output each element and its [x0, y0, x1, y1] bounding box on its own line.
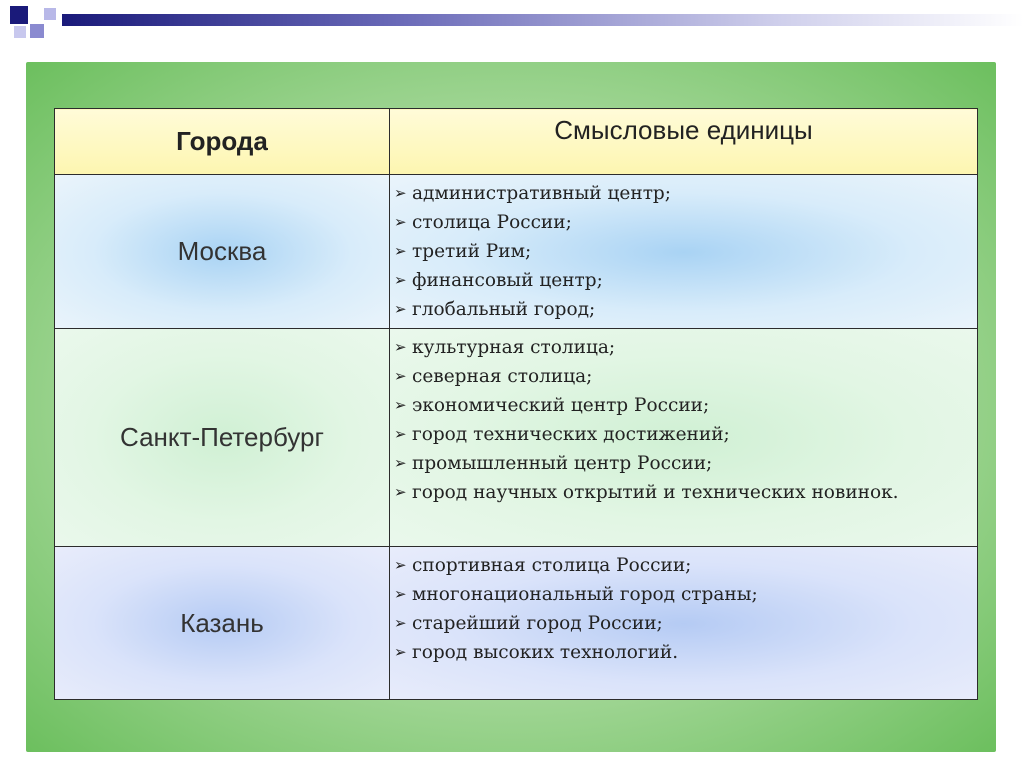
table-header-row	[55, 109, 978, 175]
list-item-text: старейший город России;	[412, 613, 663, 634]
list-item	[394, 580, 971, 609]
list-item-text: промышленный центр России;	[412, 453, 713, 474]
list-item	[394, 333, 971, 362]
list-item	[394, 638, 971, 667]
units-list	[394, 551, 971, 667]
list-item	[394, 362, 971, 391]
list-item-text: многонациональный город страны;	[412, 584, 758, 605]
arrow-bullet-icon: ➢	[394, 643, 407, 661]
list-item	[394, 420, 971, 449]
list-item	[394, 208, 971, 237]
list-item-text: культурная столица;	[412, 337, 616, 358]
header-semantic-units: Смысловые единицы	[390, 109, 978, 175]
list-item-text: город технических достижений;	[412, 424, 730, 445]
list-item-text: экономический центр России;	[412, 395, 710, 416]
arrow-bullet-icon: ➢	[394, 338, 407, 356]
list-item-text: финансовый центр;	[412, 270, 603, 291]
decor-square	[30, 24, 44, 38]
list-item-text: административный центр;	[412, 183, 671, 204]
list-item	[394, 237, 971, 266]
city-cell: Казань	[55, 547, 390, 700]
decor-square	[10, 6, 28, 24]
arrow-bullet-icon: ➢	[394, 396, 407, 414]
units-cell	[390, 329, 978, 547]
arrow-bullet-icon: ➢	[394, 425, 407, 443]
units-cell	[390, 175, 978, 329]
arrow-bullet-icon: ➢	[394, 614, 407, 632]
arrow-bullet-icon: ➢	[394, 184, 407, 202]
list-item	[394, 391, 971, 420]
arrow-bullet-icon: ➢	[394, 213, 407, 231]
slide-decoration	[0, 0, 1024, 52]
arrow-bullet-icon: ➢	[394, 242, 407, 260]
cities-table	[54, 108, 978, 700]
arrow-bullet-icon: ➢	[394, 556, 407, 574]
units-list	[394, 333, 971, 507]
list-item	[394, 179, 971, 208]
city-cell: Санкт-Петербург	[55, 329, 390, 547]
arrow-bullet-icon: ➢	[394, 271, 407, 289]
list-item-text: город высоких технологий.	[412, 642, 679, 663]
arrow-bullet-icon: ➢	[394, 300, 407, 318]
header-cities: Города	[55, 109, 390, 175]
list-item-text: северная столица;	[412, 366, 593, 387]
decor-square	[44, 8, 56, 20]
arrow-bullet-icon: ➢	[394, 454, 407, 472]
list-item-text: третий Рим;	[412, 241, 532, 262]
list-item	[394, 609, 971, 638]
arrow-bullet-icon: ➢	[394, 585, 407, 603]
units-cell	[390, 547, 978, 700]
arrow-bullet-icon: ➢	[394, 483, 407, 501]
list-item	[394, 295, 971, 324]
table-row	[55, 547, 978, 700]
list-item-text: спортивная столица России;	[412, 555, 692, 576]
decor-stripe	[62, 14, 1024, 26]
city-cell: Москва	[55, 175, 390, 329]
list-item-text: город научных открытий и технических новинок.	[412, 482, 899, 503]
list-item	[394, 449, 971, 478]
list-item-text: глобальный город;	[412, 299, 596, 320]
arrow-bullet-icon: ➢	[394, 367, 407, 385]
list-item	[394, 266, 971, 295]
table-row	[55, 329, 978, 547]
list-item	[394, 478, 971, 507]
units-list	[394, 179, 971, 324]
list-item-text: столица России;	[412, 212, 572, 233]
decor-square	[14, 26, 26, 38]
table-row	[55, 175, 978, 329]
list-item	[394, 551, 971, 580]
